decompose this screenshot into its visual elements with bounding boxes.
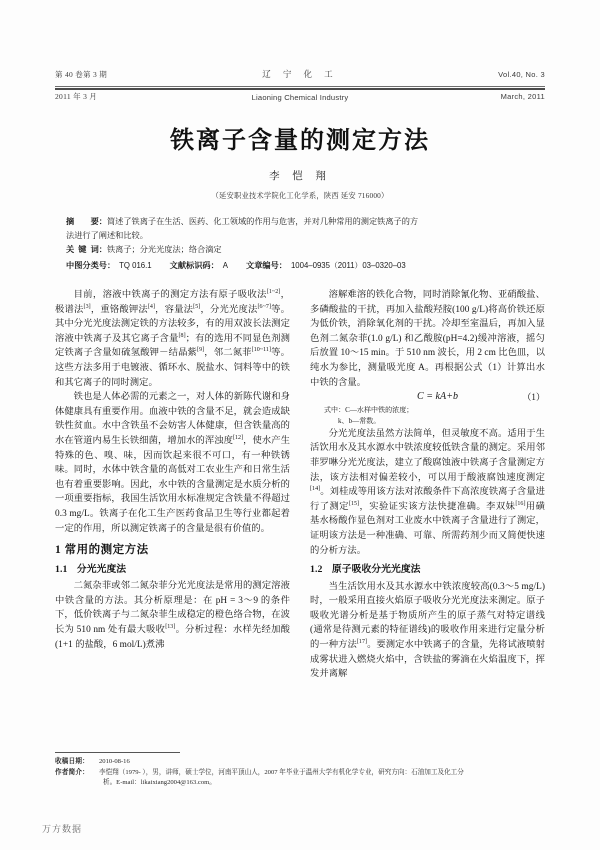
section-heading-1 [55,543,290,558]
subsection-number: 1.1 [55,563,68,575]
keywords-label: 关 键 词： [66,245,107,254]
keywords-text: 铁离子；分光光度法；络合滴定 [106,245,222,254]
section-number: 1 [55,544,62,557]
classification-row [66,259,536,273]
left-column [55,288,290,740]
formula-line [310,390,545,405]
journal-title-en: Liaoning Chemical Industry [251,93,349,102]
received-date-value: 2010-08-16 [99,758,130,765]
paragraph: 铁也是人体必需的元素之一，对人体的新陈代谢和身体健康具有重要作用。血液中铁的含量不足，就会造成缺铁性贫血。水中含铁虽不会妨害人体健康，但含铁量高的水在管道内易生长铁细菌，增加水的浑浊度[12]，使水产生特殊的色、嗅、味，因而饮起来很不可口，有一种铁锈味。同时，水体中铁含量的高低对工农业生产和日常生活也有着重要影响。因此，水中铁的含量测定是水质分析的一项重要指标，我国生活饮用水标准规定含铁量不得超过 0.3 mg/L。铁离子在化工生产医药食品卫生等行业都起着一定的作用，所以测定铁离子的含量是很有价值的。 [55,392,290,534]
clc-value: TQ 016.1 [119,261,152,270]
formula-legend-2: k、b—常数。 [338,416,381,425]
paragraph: 当生活饮用水及其水源水中铁浓度较高(0.3～5 mg/L)时，一般采用直接火焰原子吸收分光光度法来测定。原子吸收光谱分析是基于物质所产生的原子蒸气对特定谱线(通常是待测元素的特征谱线)的吸收作用来进行定量分析的一种方法[17]。要测定水中铁离子的含量，先将试液喷射成雾状进入燃烧火焰中，含铁盐的雾滴在火焰温度下，挥发并离解 [310,581,545,680]
article-number-label: 文章编号： [246,261,287,270]
publication-date-en: March, 2011 [500,92,545,101]
volume-issue: 第 40 卷第 3 期 [55,70,108,79]
author-bio-row [55,768,545,779]
article-number-value: 1004–0935（2011）03–0320–03 [290,261,406,270]
section-title: 常用的测定方法 [64,544,149,557]
formula-legend-1: 式中：C—水样中铁的浓度； [324,405,414,414]
paragraph: 分光光度法虽然方法简单，但灵敏度不高。适用于生活饮用水及其水源水中铁浓度较低铁含量的测定。采用邻菲罗啉分光光度法，建立了酸腐蚀液中铁离子含量测定方法，该方法相对偏差较小，可以用于酸液腐蚀速度测定[14]。刘桂成等用该方法对浓酸条件下高浓度铁离子含量进行了测定[15]，实验证实该方法快捷准确。李双妹[16]用磺基水杨酸作显色剂对工业废水中铁离子含量进行了测定，证明该方法是一种准确、可靠、所需药剂少而又简便快速的分析方法。 [310,428,545,556]
subsection-heading-1-1 [55,563,290,578]
keywords-row [66,243,536,257]
subsection-title: 分光光度法 [76,563,127,575]
author-name: 李 恺 翔 [269,171,331,182]
abstract-block [66,215,536,273]
body-columns [55,288,545,740]
subsection-title: 原子吸收分光光度法 [331,564,421,576]
author-bio-line2: 析。E-mail：likaixiang2004@163.com。 [103,779,216,786]
paragraph: 溶解难溶的铁化合物，同时消除氰化物、亚硝酸盐、多磷酸盐的干扰，再加入盐酸羟胺(100 g/L)将高价铁还原为低价铁，消除氧化剂的干扰。冷却至室温后，再加入显色剂二氮杂菲(1.0 g/L) 和乙酸胺(pH=4.2)缓冲溶液，摇匀后放置 10～15 min。于 510 nm 波长，用 2 cm 比色皿，以纯水为参比，测量吸光度 A。再根据公式（1）计算出水中铁的含量。 [310,290,545,388]
author-bio-line1: 李恺翔（1979- ），男，讲师，硕士学位，河南平顶山人，2007 年毕业于温州大学有机化学专业，研究方向：石油加工及化工分 [99,768,464,776]
page-title: 铁离子含量的测定方法 [170,128,430,154]
paragraph: 二氮杂菲或邻二氮杂菲分光光度法是常用的测定溶液中铁含量的方法。其分析原理是：在 pH = 3～9 的条件下，低价铁离子与二氮杂菲生成稳定的橙色络合物，在波长为 510 nm 处有最大吸收[13]。分析过程：水样先经加酸(1+1 的盐酸，6 mol/L)煮沸 [55,581,290,650]
header-rule-thick [55,88,545,90]
abstract-text-line1: 简述了铁离子在生活、医药、化工领域的作用与危害，并对几种常用的测定铁离子的方 [106,217,419,226]
clc-label: 中图分类号： [66,261,116,270]
subsection-number: 1.2 [310,564,323,576]
abstract-row [66,215,536,229]
received-date-row [55,757,545,768]
header-rule-thin [55,86,545,87]
volume-issue-en: Vol.40, No. 3 [498,70,545,79]
abstract-text-line2: 法进行了阐述和比较。 [66,231,148,240]
document-code-label: 文献标识码： [169,261,219,270]
received-date-label: 收稿日期： [55,758,89,765]
abstract-label: 摘 要： [66,217,107,226]
formula-expression: C = kA+b [416,391,459,403]
watermark-label: 万方数据 [42,824,83,834]
publication-date-cn: 2011 年 3 月 [55,92,98,101]
footnote-block [55,757,545,789]
running-head [55,58,545,102]
formula-number: （1） [522,392,545,403]
subsection-heading-1-2 [310,563,545,578]
journal-title-cn: 辽 宁 化 工 [262,69,338,79]
right-column [310,288,545,740]
paragraph: 目前，溶液中铁离子的测定方法有原子吸收法[1~2]，极谱法[3]，重铬酸钾法[4]，容量法[5]，分光光度法[6~7]等。其中分光光度法测定铁的方法较多，有的用双波长法测定溶液中铁离子及其它离子含量[8]；有的选用不同显色剂测定铁离子含量如硫氢酸钾－结晶紫[9]，邻二氮菲[10~11]等。这些方法多用于电镀液、循环水、脱盐水、饲料等中的铁和其它离子的同时测定。 [55,288,291,388]
footnote-rule [55,752,180,753]
document-code-value: A [222,261,228,270]
author-bio-label: 作者简介： [55,768,89,776]
author-affiliation: （延安职业技术学院化工化学系，陕西 延安 716000） [211,191,389,200]
